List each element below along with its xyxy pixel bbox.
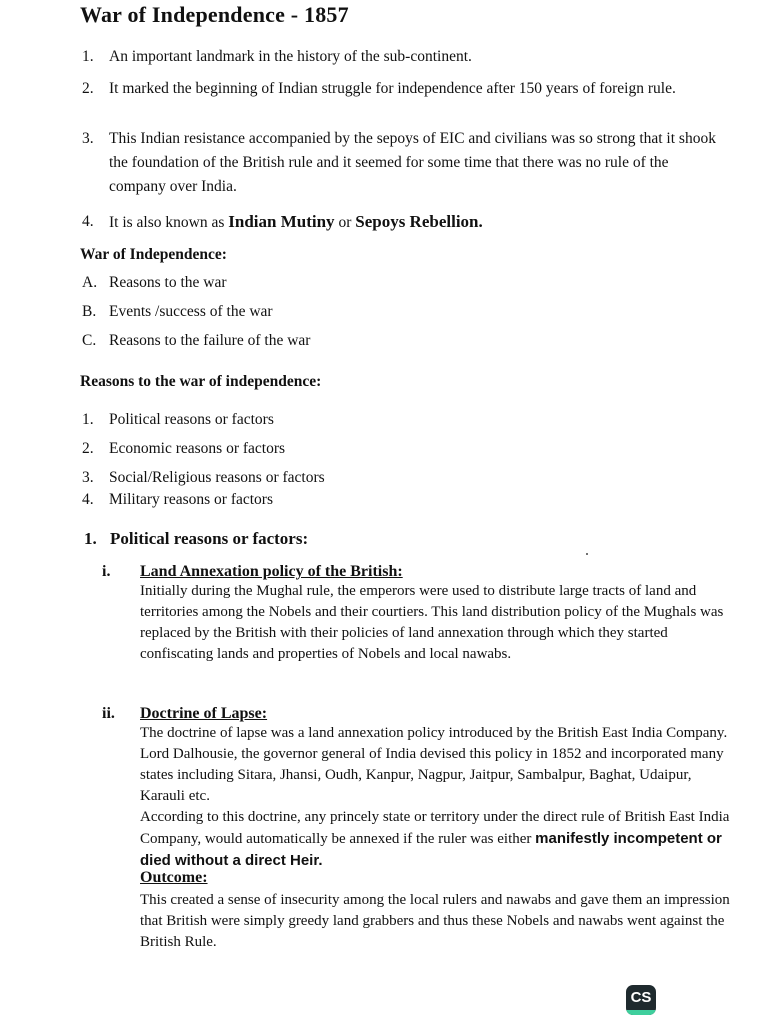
woi-item-c — [82, 332, 310, 350]
sub-i-heading: Land Annexation policy of the British: — [140, 563, 403, 580]
item-letter: A. — [82, 274, 98, 291]
intro-item-1 — [82, 45, 729, 68]
intro-item-4 — [82, 210, 729, 234]
item-text: Reasons to the failure of the war — [109, 332, 311, 349]
item-number: 3. — [82, 469, 94, 486]
woi-item-b — [82, 303, 273, 321]
intro-item-2 — [82, 77, 729, 100]
item-number: 1. — [82, 411, 94, 428]
reason-item-1 — [82, 411, 274, 429]
item-text: Reasons to the war — [109, 274, 227, 291]
item-text: It marked the beginning of Indian struggle for independence after 150 years of foreign rule. — [109, 80, 676, 97]
paragraph-emphasis: manifestly incompetent or died without a direct Heir. — [140, 830, 722, 869]
item-text: Social/Religious reasons or factors — [109, 469, 325, 486]
outcome-paragraph: This created a sense of insecurity among the local rulers and nawabs and gave them an impression that British were simply greedy land grabbers and thus these Nobels and nawabs went against the British Rule. — [140, 892, 730, 950]
sub-ii-number: ii. — [102, 705, 115, 722]
sub-i-number: i. — [102, 563, 111, 580]
item-text: Events /success of the war — [109, 303, 273, 320]
item-text-c: . — [478, 212, 483, 231]
section-number: 1. — [84, 529, 97, 548]
reason-item-2 — [82, 440, 285, 458]
term-indian-mutiny: Indian Mutiny — [228, 212, 335, 231]
item-text: An important landmark in the history of the sub-continent. — [109, 48, 472, 65]
woi-heading: War of Independence: — [80, 246, 227, 263]
item-text: Economic reasons or factors — [109, 440, 286, 457]
paragraph-text: According to this doctrine, any princely state or territory under the direct rule of British East India Company, would automatically be annexed if the ruler was either — [140, 809, 730, 847]
item-text-b: or — [334, 214, 356, 231]
sub-ii-heading: Doctrine of Lapse: — [140, 705, 268, 722]
outcome-heading: Outcome: — [140, 869, 208, 886]
item-text: Military reasons or factors — [109, 491, 273, 508]
section-political-heading — [84, 529, 308, 549]
item-number: 2. — [82, 80, 94, 97]
reason-item-3 — [82, 469, 325, 487]
item-text: This Indian resistance accompanied by the sepoys of EIC and civilians was so strong that it shook the foundation of the British rule and it seemed for some time that there was no rule of the company over India. — [109, 130, 716, 195]
page-title: War of Independence - 1857 — [80, 2, 349, 27]
item-letter: B. — [82, 303, 97, 320]
item-letter: C. — [82, 332, 97, 349]
scan-speck — [586, 553, 588, 555]
section-title: Political reasons or factors: — [110, 529, 309, 548]
sub-ii-paragraph-2 — [140, 807, 735, 872]
item-text — [109, 210, 729, 234]
item-number: 4. — [82, 491, 94, 508]
item-text: Political reasons or factors — [109, 411, 274, 428]
item-number: 3. — [82, 130, 94, 147]
camscanner-logo-icon: CS — [626, 985, 656, 1015]
item-number: 1. — [82, 48, 94, 65]
reason-item-4 — [82, 491, 273, 509]
item-number: 2. — [82, 440, 94, 457]
item-number: 4. — [82, 213, 94, 230]
woi-item-a — [82, 274, 227, 292]
sub-ii-paragraph-1: The doctrine of lapse was a land annexation policy introduced by the British East India Company. Lord Dalhousie, the governor general of India devised this policy in 1852 and incorporated many states including Sitara, Jhansi, Oudh, Kanpur, Nagpur, Jaitpur, Sambalpur, Baghat, Udaipur, Karauli etc. — [140, 725, 728, 804]
term-sepoys-rebellion: Sepoys Rebellion — [355, 212, 479, 231]
item-text-a: It is also known as — [109, 214, 229, 231]
intro-item-3 — [82, 127, 729, 199]
sub-i-paragraph: Initially during the Mughal rule, the emperors were used to distribute large tracts of land and territories among the Nobels and their courtiers. This land distribution policy of the Mughals was replaced by the British with their policies of land annexation through which they started confiscating lands and properties of Nobels and local nawabs. — [140, 583, 724, 662]
reasons-heading: Reasons to the war of independence: — [80, 373, 322, 390]
